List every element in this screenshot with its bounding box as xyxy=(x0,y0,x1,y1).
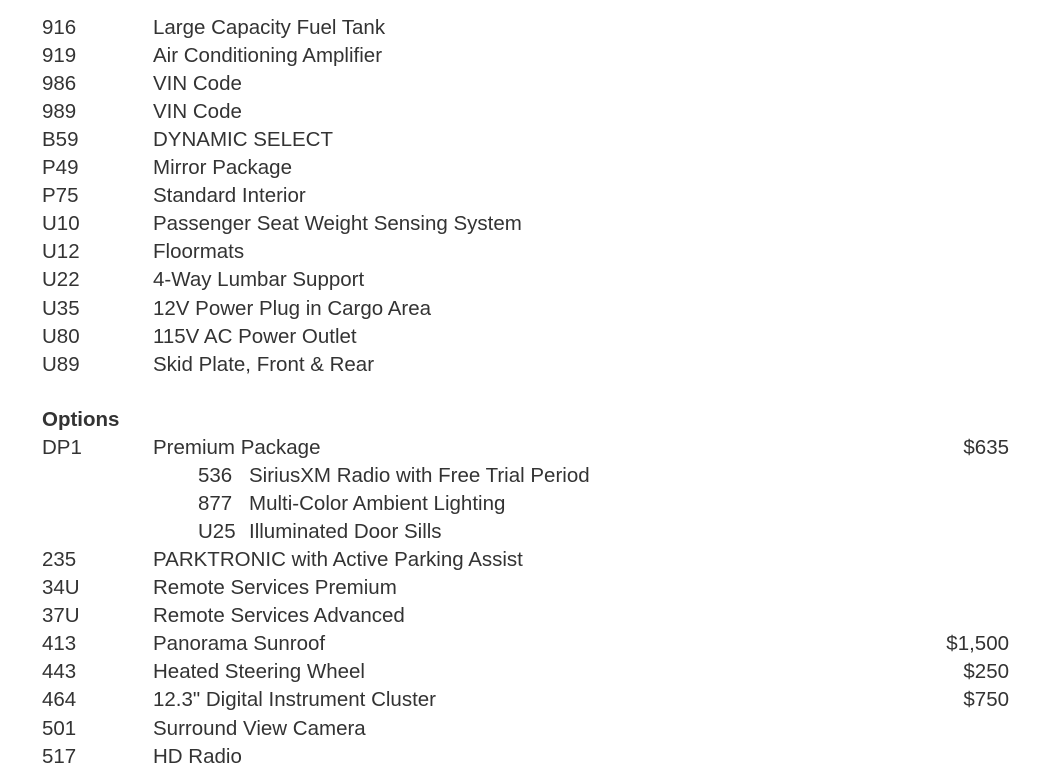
option-code: 501 xyxy=(42,717,77,740)
option-description: 12.3" Digital Instrument Cluster xyxy=(153,688,437,711)
option-description: Remote Services Advanced xyxy=(153,604,405,627)
list-item xyxy=(0,323,1042,351)
option-description: Remote Services Premium xyxy=(153,576,397,599)
sub-item-description: SiriusXM Radio with Free Trial Period xyxy=(249,464,590,487)
item-description: Standard Interior xyxy=(153,184,306,207)
option-price: $750 xyxy=(963,688,1009,711)
item-description: 4-Way Lumbar Support xyxy=(153,268,365,291)
options-heading: Options xyxy=(42,408,120,431)
list-item xyxy=(0,266,1042,294)
item-description: Mirror Package xyxy=(153,156,292,179)
package-sub-item xyxy=(0,518,1042,546)
option-code: 464 xyxy=(42,688,77,711)
item-code: U10 xyxy=(42,212,80,235)
option-row xyxy=(0,602,1042,630)
list-item xyxy=(0,42,1042,70)
option-code: 37U xyxy=(42,604,80,627)
option-code: DP1 xyxy=(42,436,82,459)
option-description: Surround View Camera xyxy=(153,717,366,740)
option-description: HD Radio xyxy=(153,745,242,768)
item-code: B59 xyxy=(42,128,79,151)
sub-item-description: Illuminated Door Sills xyxy=(249,520,442,543)
sub-item-code: U25 xyxy=(198,520,236,543)
option-code: 443 xyxy=(42,660,77,683)
item-description: VIN Code xyxy=(153,100,242,123)
item-description: VIN Code xyxy=(153,72,242,95)
option-code: 34U xyxy=(42,576,80,599)
option-description: Panorama Sunroof xyxy=(153,632,326,655)
item-description: 12V Power Plug in Cargo Area xyxy=(153,297,432,320)
item-description: Floormats xyxy=(153,240,245,263)
option-row xyxy=(0,630,1042,658)
option-row xyxy=(0,658,1042,686)
item-code: 916 xyxy=(42,16,77,39)
package-sub-item xyxy=(0,490,1042,518)
sub-item-code: 877 xyxy=(198,492,233,515)
sub-item-description: Multi-Color Ambient Lighting xyxy=(249,492,506,515)
item-description: 115V AC Power Outlet xyxy=(153,325,357,348)
list-item xyxy=(0,126,1042,154)
list-item xyxy=(0,70,1042,98)
item-description: Air Conditioning Amplifier xyxy=(153,44,383,67)
item-description: Passenger Seat Weight Sensing System xyxy=(153,212,522,235)
option-description: Premium Package xyxy=(153,436,321,459)
option-price: $250 xyxy=(963,660,1009,683)
item-description: Large Capacity Fuel Tank xyxy=(153,16,386,39)
list-item xyxy=(0,238,1042,266)
item-code: U89 xyxy=(42,353,80,376)
item-description: Skid Plate, Front & Rear xyxy=(153,353,375,376)
option-row xyxy=(0,715,1042,743)
list-item xyxy=(0,182,1042,210)
option-row xyxy=(0,686,1042,714)
item-code: 919 xyxy=(42,44,77,67)
item-code: P49 xyxy=(42,156,79,179)
sub-item-code: 536 xyxy=(198,464,233,487)
option-row xyxy=(0,574,1042,602)
item-description: DYNAMIC SELECT xyxy=(153,128,333,151)
item-code: U12 xyxy=(42,240,80,263)
option-row xyxy=(0,546,1042,574)
item-code: 986 xyxy=(42,72,77,95)
item-code: 989 xyxy=(42,100,77,123)
option-code: 235 xyxy=(42,548,77,571)
item-code: U80 xyxy=(42,325,80,348)
option-row xyxy=(0,434,1042,462)
option-description: Heated Steering Wheel xyxy=(153,660,365,683)
list-item xyxy=(0,154,1042,182)
list-item xyxy=(0,98,1042,126)
package-sub-item xyxy=(0,462,1042,490)
option-description: PARKTRONIC with Active Parking Assist xyxy=(153,548,523,571)
item-code: P75 xyxy=(42,184,79,207)
list-item xyxy=(0,210,1042,238)
option-code: 413 xyxy=(42,632,77,655)
list-item xyxy=(0,351,1042,379)
option-price: $1,500 xyxy=(946,632,1009,655)
item-code: U35 xyxy=(42,297,80,320)
list-item xyxy=(0,295,1042,323)
list-item xyxy=(0,14,1042,42)
item-code: U22 xyxy=(42,268,80,291)
option-row xyxy=(0,743,1042,771)
option-code: 517 xyxy=(42,745,77,768)
option-price: $635 xyxy=(963,436,1009,459)
